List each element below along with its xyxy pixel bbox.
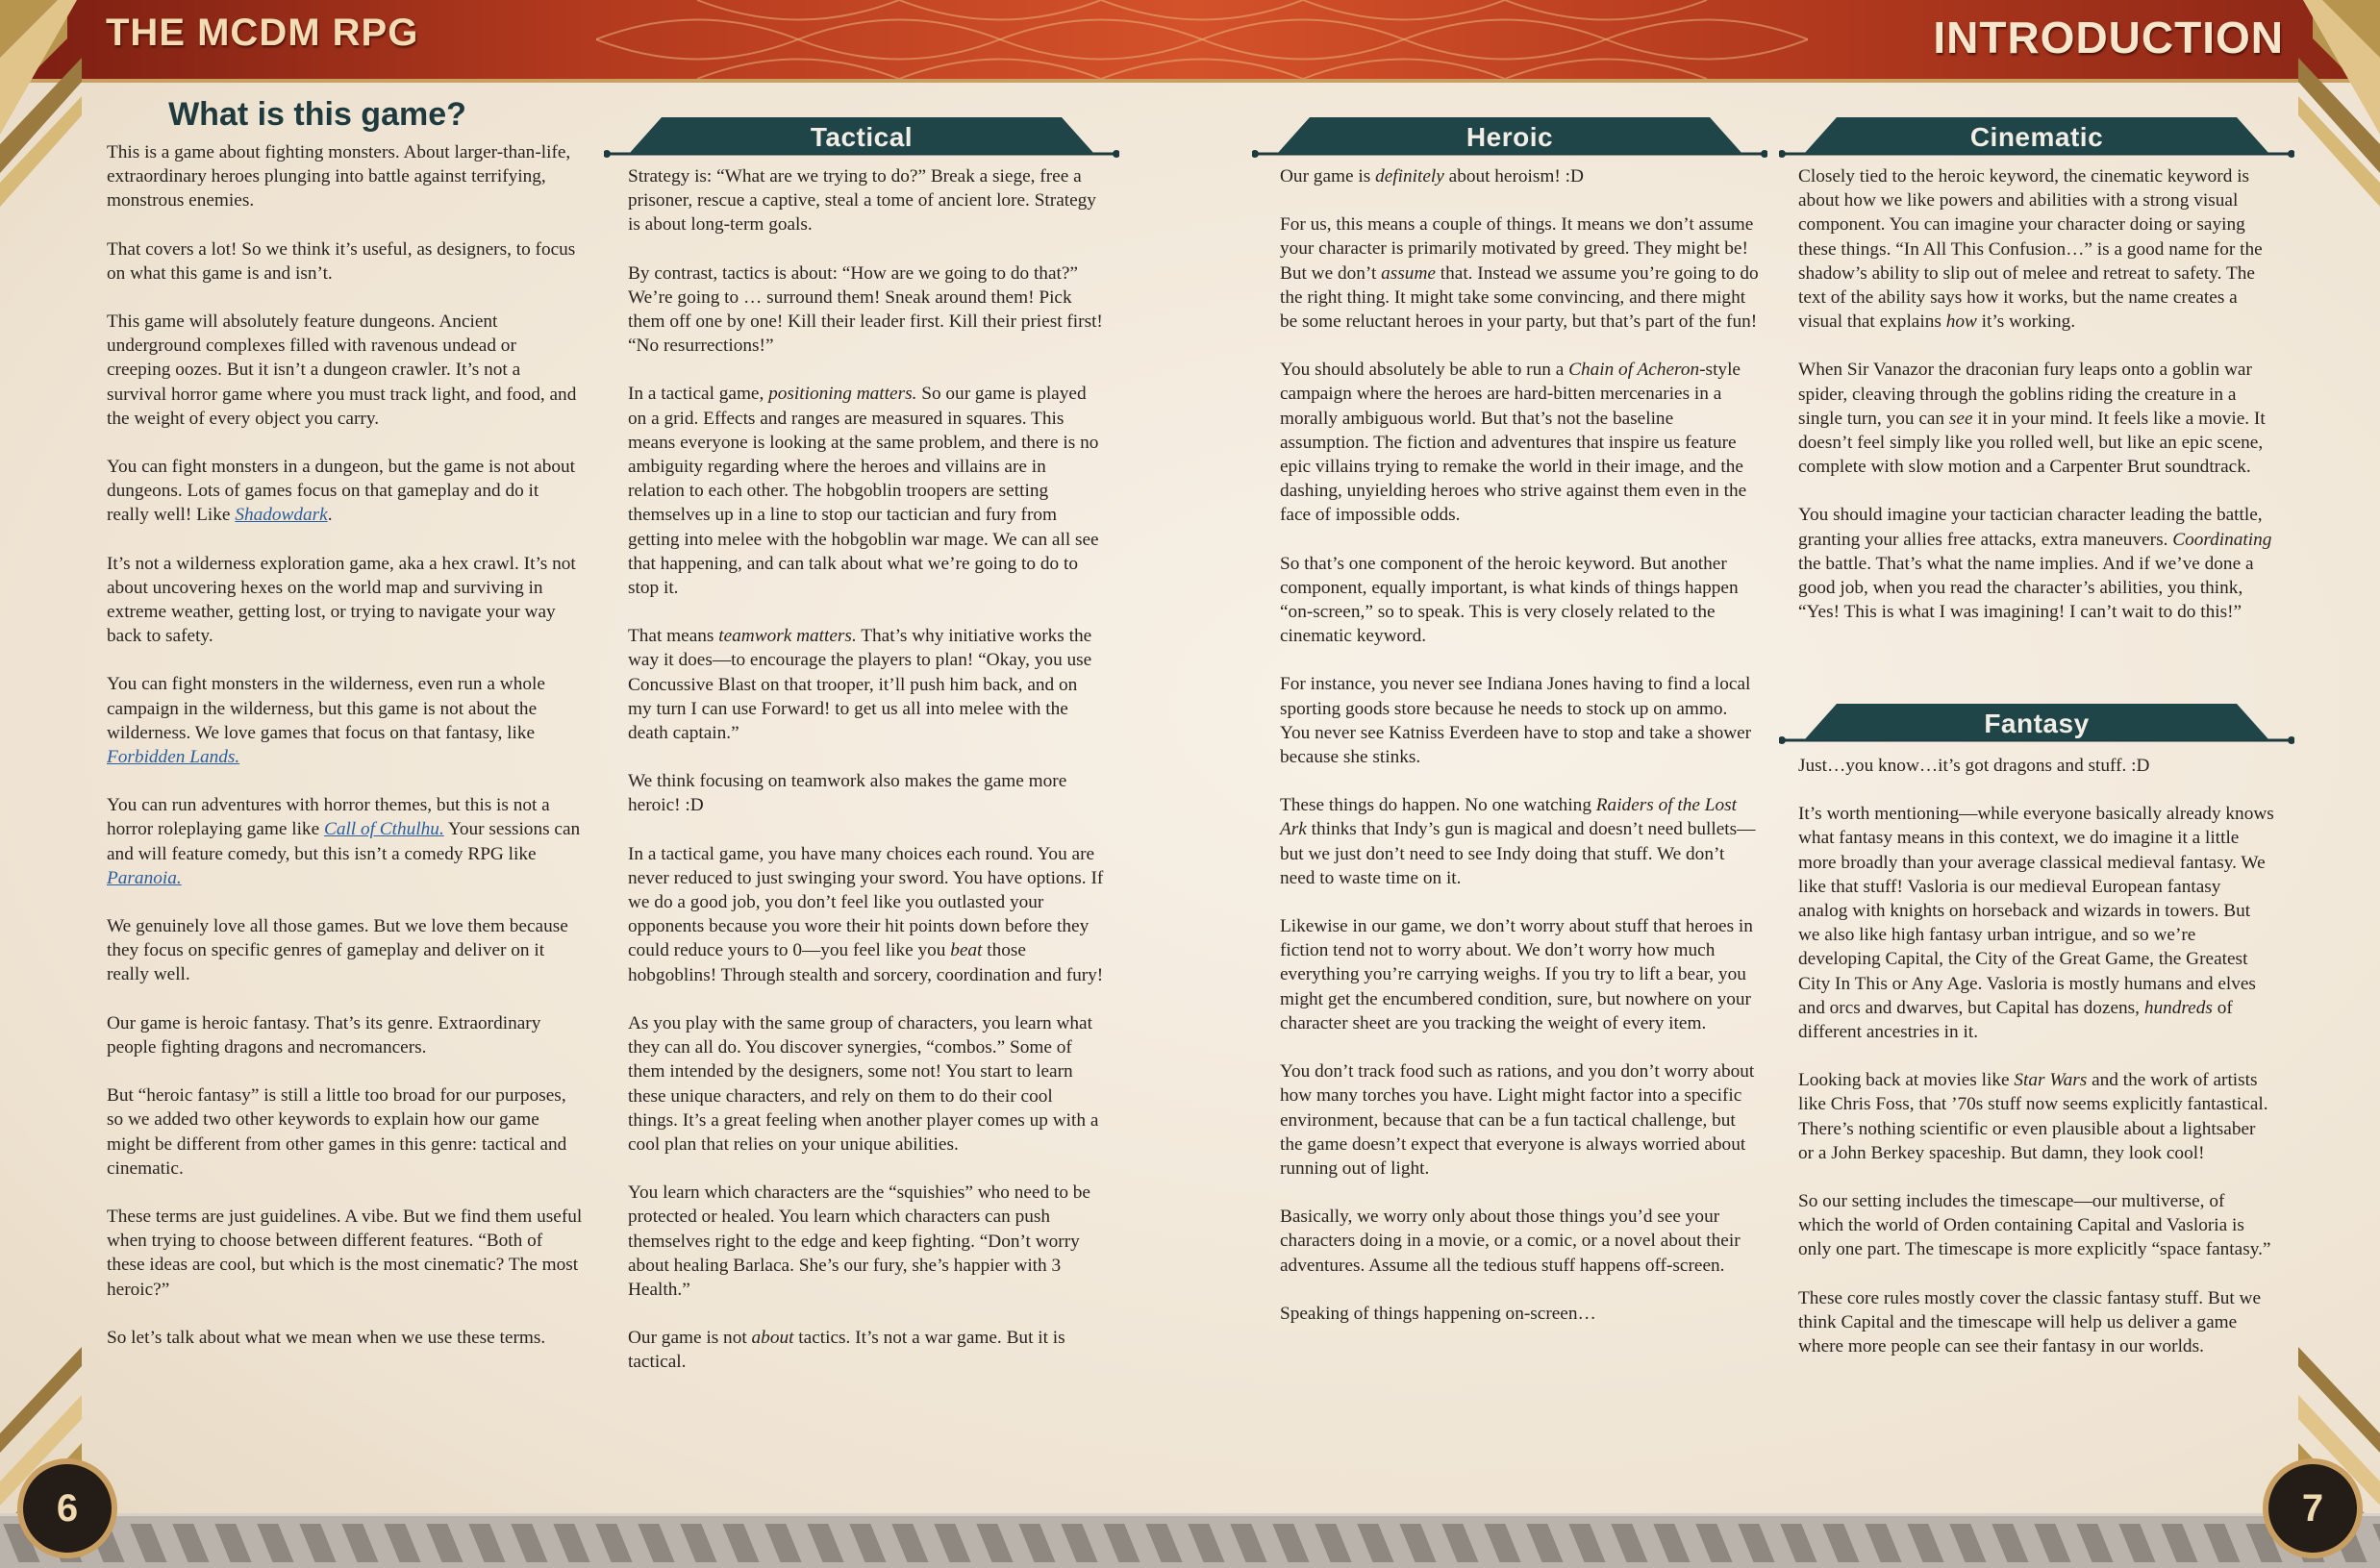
emphasis: hundreds	[2143, 997, 2213, 1018]
running-header-left: THE MCDM RPG	[106, 12, 419, 54]
text-run: Likewise in our game, we don’t worry about stuff that heroes in fiction tend not to worry about. We don’t worry how much everything you’re carrying weighs. If you try to lift a bear, you might get the encumbered condition, sure, but nowhere on your character sheet are you tracking the weight of every item.	[1280, 916, 1753, 1033]
paragraph: So let’s talk about what we mean when we use these terms.	[107, 1327, 546, 1348]
text-run: By contrast, tactics is about: “How are we going to do that?” We’re going to … surround them! Sneak around them! Pick them off one by one! Kill their leader first. Kill their priest first! “No resurrections!”	[628, 262, 1103, 357]
emphasis: teamwork matters.	[718, 626, 857, 647]
paragraph	[1798, 802, 2274, 1044]
section-title-what-is-this-game: What is this game?	[168, 96, 466, 133]
text-run: So our setting includes the timescape—our multiverse, of which the world of Orden containing Capital and Vasloria is only one part. The timescape is more explicitly “space fantasy.”	[1798, 1191, 2271, 1260]
paragraph: But “heroic fantasy” is still a little too broad for our purposes, so we added two other keywords to explain how our game might be different from other games in this genre: tactical and cinematic.	[107, 1085, 567, 1179]
text-run: Our game is	[1280, 166, 1376, 187]
text-run: You can fight monsters in the wilderness, even run a whole campaign in the wilderness, but this game is not about the wilderness. We love games that focus on that fantasy, like	[107, 674, 545, 743]
text-run: In a tactical game, you have many choices each round. You are never reduced to just swinging your sword. You have options. If we do a good job, you don’t feel like you outlasted your opponents because you wore their hit points down before they could reduce yours to 0—you feel like you	[628, 843, 1104, 961]
paragraph: We genuinely love all those games. But we love them because they focus on specific genres of gameplay and deliver on it really well.	[107, 916, 568, 985]
emphasis: about	[751, 1328, 794, 1349]
paragraph	[628, 382, 1104, 600]
paragraph	[1798, 1286, 2274, 1359]
text-run: Closely tied to the heroic keyword, the cinematic keyword is about how we like powers and abilities with a strong visual component. You can imagine your character doing or saying these things. “In All This Confusion…” is a good name for the shadow’s ability to slip out of melee and retreat to safety. The text of the ability says how it works, but the name creates a visual that explains	[1798, 166, 2263, 333]
corner-ornament-top-left	[0, 0, 87, 231]
text-run: and the work of artists like Chris Foss, that ’70s stuff now seems explicitly fantastical. There’s nothing scientific or even plausible about a lightsaber or a John Berkey spaceship. But damn, they look cool!	[1798, 1070, 2268, 1163]
text-run: You should absolutely be able to run a	[1280, 360, 1569, 381]
paragraph	[1280, 552, 1759, 649]
paragraph	[628, 1011, 1104, 1157]
text-run: Strategy is: “What are we trying to do?” Break a siege, free a prisoner, rescue a captive, steal a tome of ancient lore. Strategy is about long-term goals.	[628, 166, 1096, 236]
paragraph	[1280, 1059, 1759, 1181]
text-run: You can fight monsters in a dungeon, but the game is not about dungeons. Lots of games focus on that gameplay and do it really well! Like	[107, 457, 575, 526]
text-run: Your sessions can and will feature comedy, but this isn’t a comedy RPG like	[107, 819, 581, 864]
paragraph	[628, 624, 1104, 745]
text-run: it in your mind. It feels like a movie. It doesn’t feel simply like you rolled well, but like an epic scene, complete with slow motion and a Carpenter Brut soundtrack.	[1798, 408, 2266, 478]
emphasis: Raiders of the Lost Ark	[1280, 795, 1738, 840]
paragraph	[1798, 164, 2274, 334]
paragraph: That covers a lot! So we think it’s useful, as designers, to focus on what this game is and isn’t.	[107, 238, 576, 284]
text-run: As you play with the same group of characters, you learn what they can all do. You discover synergies, “combos.” Some of them intended by the designers, some not! You start to learn these unique characters, and rely on them to do their cool things. It’s a great feeling when another player comes up with a cool plan that relies on your unique abilities.	[628, 1012, 1099, 1155]
emphasis: Star Wars	[2014, 1070, 2088, 1091]
emphasis: see	[1948, 408, 1973, 429]
paragraph	[1798, 503, 2274, 624]
column-4	[1798, 164, 2274, 624]
paragraph	[1798, 754, 2274, 778]
paragraph: It’s not a wilderness exploration game, aka a hex crawl. It’s not about uncovering hexes on the world map and surviving in extreme weather, getting lost, or trying to navigate your way back to safety.	[107, 553, 576, 647]
paragraph	[1798, 1189, 2274, 1262]
text-run: You learn which characters are the “squishies” who need to be protected or healed. You learn which characters can push themselves right to the edge and keep fighting. “Don’t worry about healing Barlaca. She’s our fury, she’s happier with 3 Health.”	[628, 1182, 1090, 1300]
paragraph: These terms are just guidelines. A vibe. But we find them useful when trying to choose between different features. “Both of these ideas are cool, but which is the most cinematic? The most heroic?”	[107, 1206, 583, 1300]
emphasis: Chain of Acheron	[1568, 360, 1700, 381]
paragraph	[1798, 358, 2274, 479]
section-bar-heroic	[1252, 113, 1767, 160]
text-run: In a tactical game,	[628, 384, 769, 405]
text-run: For instance, you never see Indiana Jones having to find a local sporting goods store because he needs to stock up on ammo. You never see Katniss Everdeen have to stop and take a shower because she stinks.	[1280, 674, 1752, 768]
text-run: When Sir Vanazor the draconian fury leaps onto a goblin war spider, cleaving through the goblins riding the creature in a single turn, you can	[1798, 360, 2252, 429]
section-title-tactical: Tactical	[810, 122, 914, 152]
text-run: We think focusing on teamwork also makes the game more heroic! :D	[628, 771, 1067, 816]
text-run: That’s why initiative works the way it does—to encourage the players to plan! “Okay, you use Concussive Blast on that trooper, it’ll push him back, and on my turn I can use Forward! to get us all into melee with the death captain.”	[628, 626, 1092, 744]
text-run: These core rules mostly cover the classic fantasy stuff. But we think Capital and the timescape will help us deliver a game where more people can see their fantasy in our worlds.	[1798, 1287, 2261, 1357]
column-1	[107, 140, 583, 1350]
paragraph	[1280, 358, 1759, 527]
running-header-right: INTRODUCTION	[1933, 12, 2284, 62]
text-run: Just…you know…it’s got dragons and stuff. :D	[1798, 756, 2150, 776]
section-title-heroic: Heroic	[1466, 122, 1554, 152]
text-run: You don’t track food such as rations, and you don’t worry about how many torches you have. Light might factor into a specific environment, because that can be a fun tactical challenge, but the game doesn’t expect that everyone is always worried about running out of light.	[1280, 1061, 1755, 1179]
paragraph	[107, 455, 583, 528]
paragraph: Our game is heroic fantasy. That’s its genre. Extraordinary people fighting dragons and necromancers.	[107, 1012, 541, 1058]
text-run: it’s working.	[1976, 311, 2076, 333]
paragraph	[1280, 212, 1759, 334]
text-run: So our game is played on a grid. Effects and ranges are measured in squares. This means everyone is looking at the same problem, and there is no ambiguity regarding where the heroes and villains are in relation to each other. The hobgoblin troopers are setting themselves up in a line to stop our tactician and fury from getting into melee with the hobgoblin war mage. We can all see that happening, and can talk about what we’re going to do to stop it.	[628, 384, 1099, 599]
text-run: those hobgoblins! Through stealth and sorcery, coordination and fury!	[628, 940, 1104, 985]
text-run: of different ancestries in it.	[1798, 997, 2233, 1043]
page-number-right: 7	[2263, 1458, 2363, 1558]
text-run: You can run adventures with horror themes, but this is not a horror roleplaying game like	[107, 795, 550, 840]
text-run: -style campaign where the heroes are hard-bitten mercenaries in a morally ambiguous world. But that’s not the baseline assumption. The fiction and adventures that inspire us feature epic villains trying to remake the world in their image, and the dashing, unyielding heroes who strive against them even in the face of impossible odds.	[1280, 360, 1747, 526]
emphasis: beat	[950, 940, 983, 961]
text-run: .	[327, 505, 333, 526]
column-4-fantasy	[1798, 754, 2274, 1358]
text-run: thinks that Indy’s gun is magical and doesn’t need bullets—but we just don’t need to see Indy doing that stuff. We don’t need to waste time on it.	[1280, 819, 1756, 888]
header-band	[0, 0, 2380, 83]
game-title-link[interactable]: Paranoia.	[107, 867, 182, 888]
header-ornament	[596, 0, 1808, 79]
text-run: Basically, we worry only about those things you’d see your characters doing in a movie, or a comic, or a novel about their adventures. Assume all the tedious stuff happens off-screen.	[1280, 1207, 1741, 1276]
section-title-cinematic: Cinematic	[1969, 122, 2104, 152]
section-bar-tactical	[604, 113, 1119, 160]
text-run: Looking back at movies like	[1798, 1070, 2015, 1091]
paragraph: This game will absolutely feature dungeons. Ancient underground complexes filled with ravenous undead or creeping oozes. But it isn’t a dungeon crawler. It’s not a survival horror game where you must track light, and food, and the weight of every object you carry.	[107, 311, 577, 429]
text-run: For us, this means a couple of things. It means we don’t assume your character is primarily motivated by greed. They might be! But we don’t	[1280, 214, 1754, 284]
emphasis: how	[1945, 311, 1977, 333]
section-bar-cinematic	[1779, 113, 2294, 160]
paragraph	[628, 261, 1104, 359]
footer-band	[0, 1513, 2380, 1568]
text-run: Our game is not	[628, 1328, 752, 1349]
paragraph: This is a game about fighting monsters. About larger-than-life, extraordinary heroes plunging into battle against terrifying, monstrous enemies.	[107, 142, 571, 212]
paragraph	[1280, 1205, 1759, 1278]
text-run: the battle. That’s what the name implies. And if we’ve done a good job, when you read the character’s abilities, you think, “Yes! This is what I was imagining! I can’t wait to do this!”	[1798, 553, 2254, 623]
paragraph	[628, 769, 1104, 817]
text-run: that. Instead we assume you’re going to do the right thing. It might take some convincing, and there might be some reluctant heroes in your party, but that’s part of the fun!	[1280, 262, 1759, 333]
column-2	[628, 164, 1104, 1375]
text-run: That means	[628, 626, 719, 647]
paragraph	[628, 164, 1104, 237]
text-run: about heroism! :D	[1443, 166, 1584, 187]
paragraph	[1798, 1068, 2274, 1165]
text-run: tactics. It’s not a war game. But it is tactical.	[628, 1328, 1065, 1373]
paragraph	[107, 793, 583, 890]
text-run: So that’s one component of the heroic keyword. But another component, equally important, is what kinds of things happen “on-screen,” so to speak. This is very closely related to the cinematic keyword.	[1280, 553, 1739, 647]
section-title-fantasy: Fantasy	[1984, 709, 2090, 738]
paragraph	[1280, 914, 1759, 1035]
paragraph	[1280, 1302, 1759, 1326]
game-title-link[interactable]: Call of Cthulhu.	[323, 819, 444, 840]
paragraph	[628, 1326, 1104, 1374]
paragraph	[1280, 672, 1759, 769]
emphasis: definitely	[1375, 166, 1444, 187]
game-title-link[interactable]: Shadowdark	[235, 505, 328, 526]
emphasis: assume	[1381, 262, 1436, 284]
corner-ornament-top-right	[2293, 0, 2380, 231]
paragraph	[628, 1181, 1104, 1302]
emphasis: positioning matters.	[768, 384, 917, 405]
section-bar-fantasy	[1779, 700, 2294, 746]
paragraph	[628, 842, 1104, 987]
page-number-left: 6	[17, 1458, 117, 1558]
paragraph	[107, 672, 583, 769]
paragraph	[1280, 793, 1759, 890]
text-run: Speaking of things happening on-screen…	[1280, 1303, 1596, 1324]
game-title-link[interactable]: Forbidden Lands.	[107, 747, 240, 768]
paragraph	[1280, 164, 1759, 188]
footer-ornament	[0, 1516, 2380, 1568]
text-run: These things do happen. No one watching	[1280, 795, 1596, 816]
text-run: You should imagine your tactician character leading the battle, granting your allies free attacks, extra maneuvers.	[1798, 505, 2263, 550]
text-run: It’s worth mentioning—while everyone basically already knows what fantasy means in this context, we do imagine it a little more broadly than your average classical medieval fantasy. We like that stuff! Vasloria is our medieval European fantasy analog with knights on horseback and wizards in towers. But we also like high fantasy urban intrigue, and so we’re developing Capital, the City of the Great Game, the Greatest City In This or Any Age. Vasloria is mostly humans and elves and orcs and dwarves, but Capital has dozens,	[1798, 804, 2274, 1018]
emphasis: Coordinating	[2172, 529, 2272, 550]
column-3	[1280, 164, 1759, 1326]
